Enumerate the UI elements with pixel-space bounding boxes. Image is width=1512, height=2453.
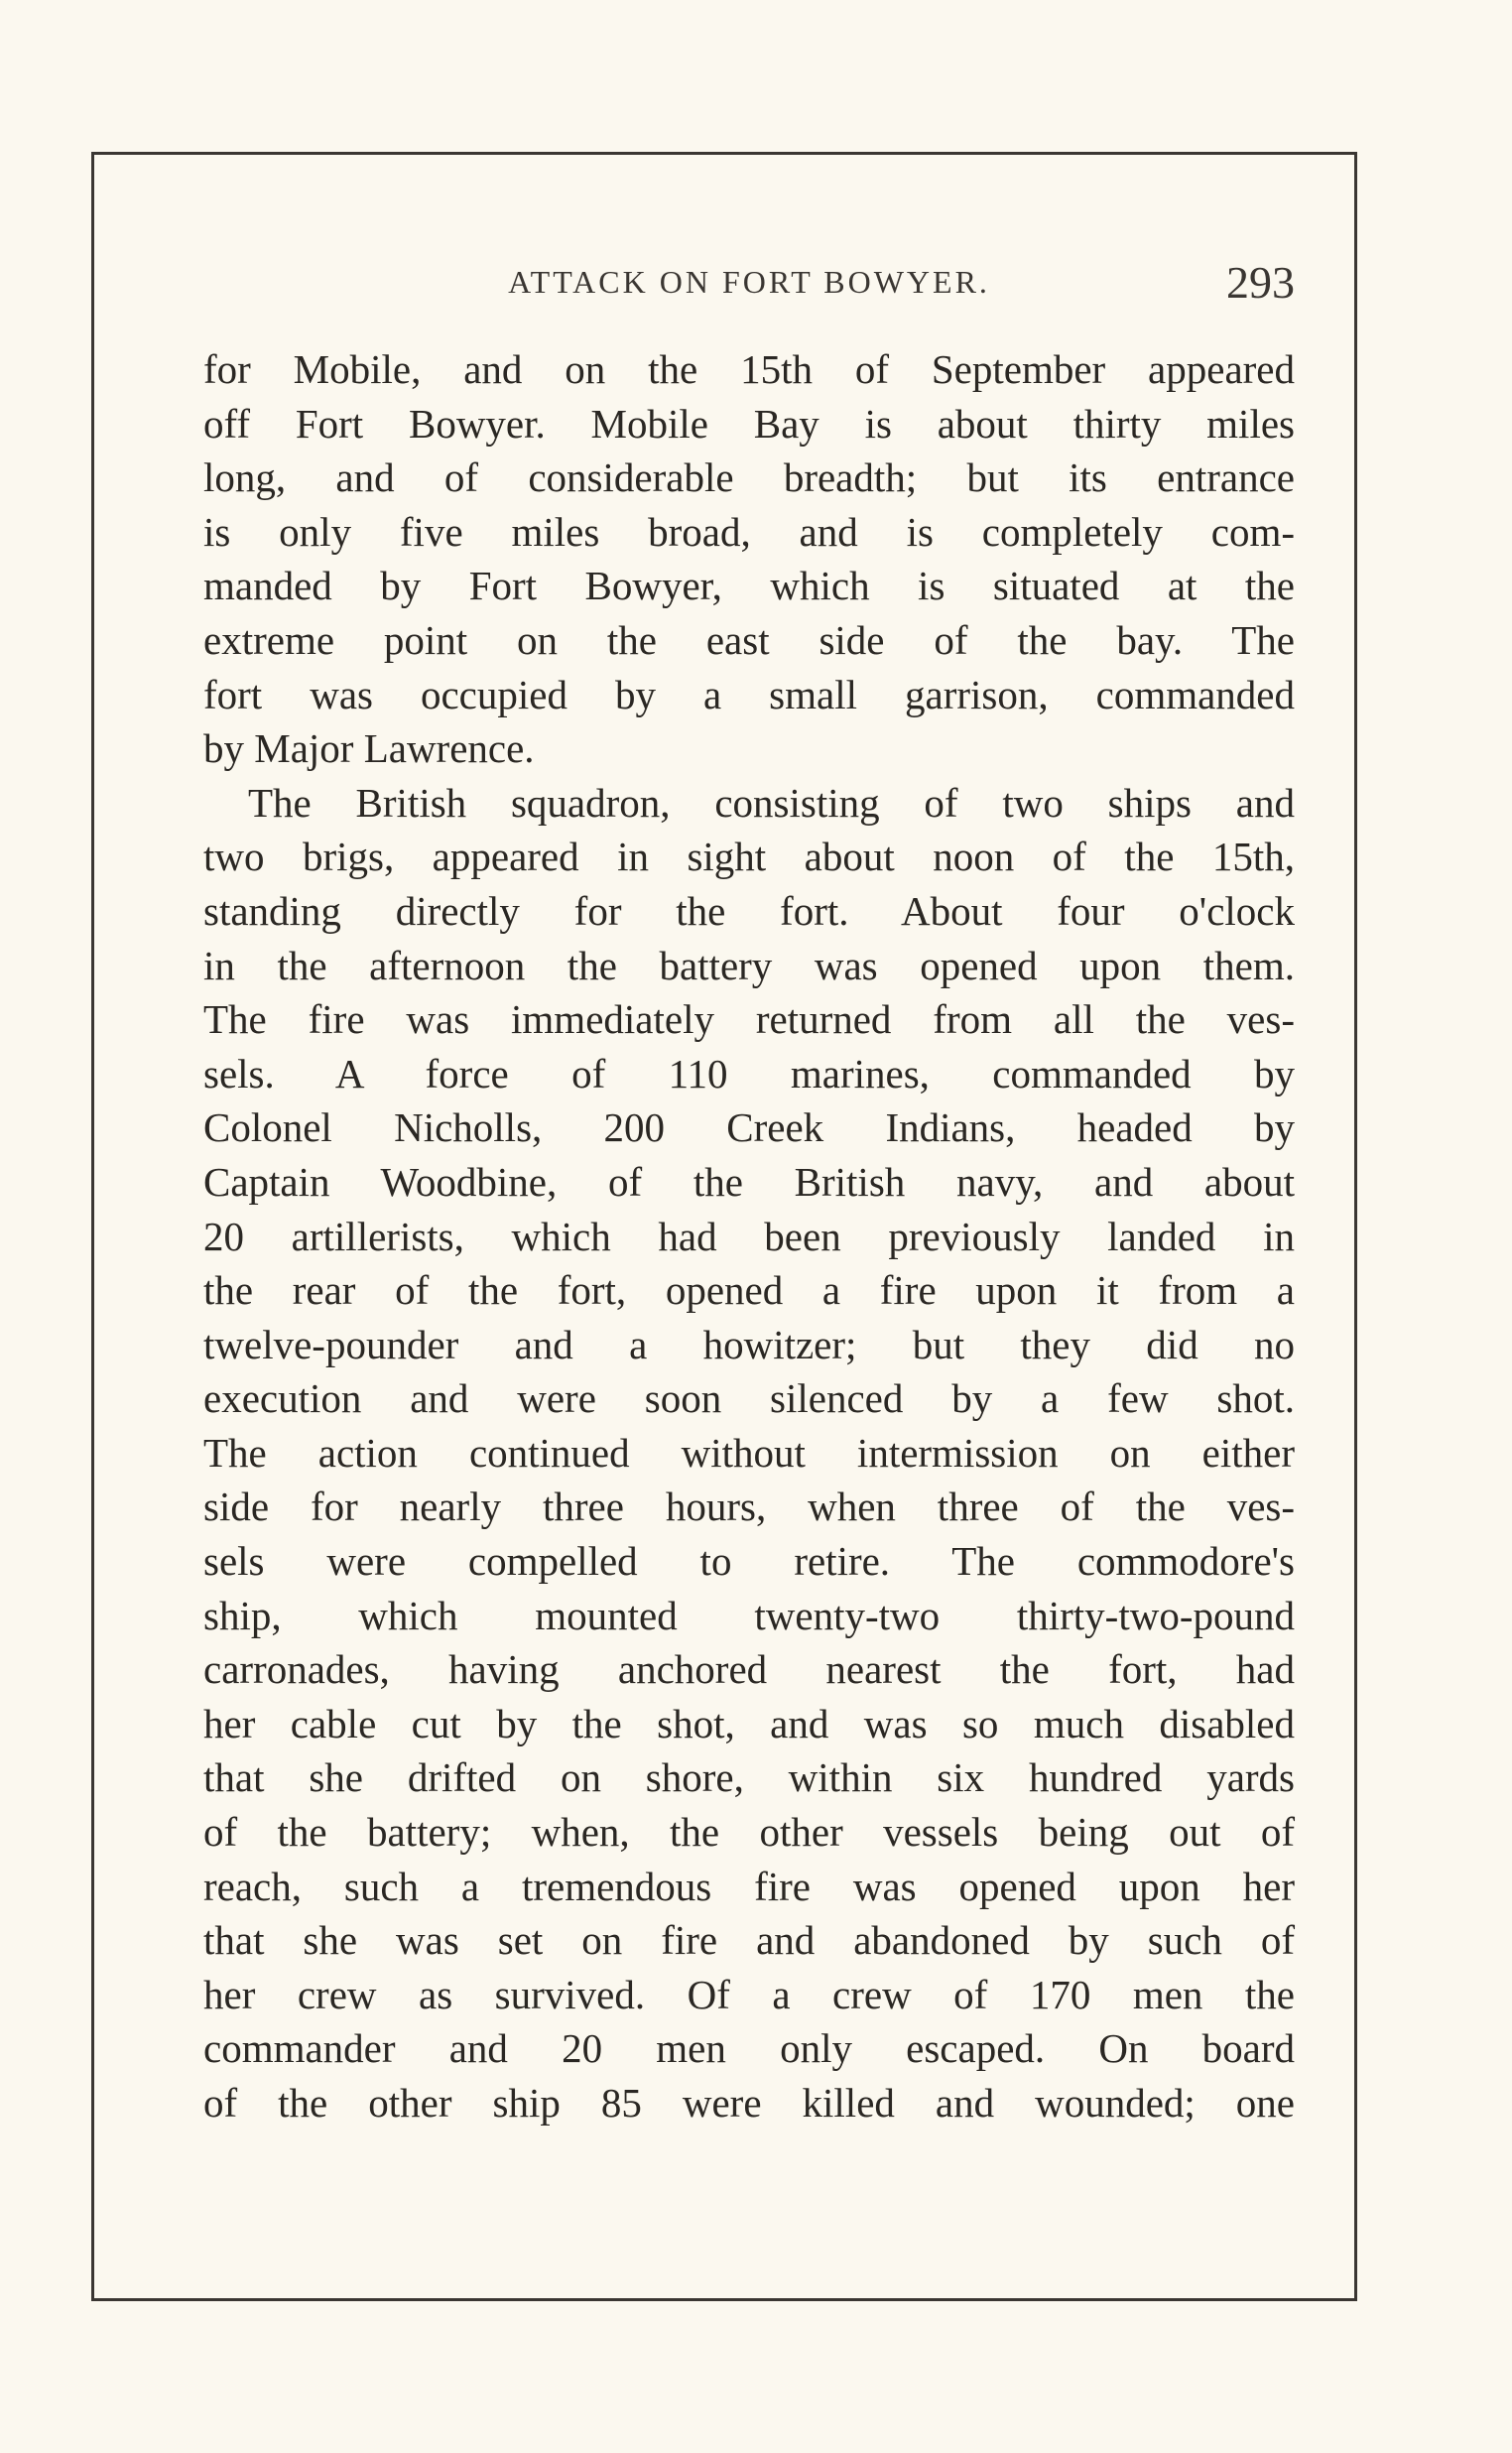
text-line: sels were compelled to retire. The commodore's (203, 1538, 1295, 1585)
text-line: Colonel Nicholls, 200 Creek Indians, headed by (203, 1104, 1295, 1151)
text-line: of the other ship 85 were killed and wounded; one (203, 2080, 1295, 2126)
body-text (203, 342, 1295, 2130)
text-line: is only five miles broad, and is completely com- (203, 508, 1295, 555)
text-line: long, and of considerable breadth; but its entrance (203, 454, 1295, 501)
text-line: for Mobile, and on the 15th of September appeared (203, 346, 1295, 392)
page-frame-left-rule (91, 152, 94, 2301)
text-line: The fire was immediately returned from all the ves- (203, 996, 1295, 1043)
text-line: twelve-pounder and a howitzer; but they did no (203, 1321, 1295, 1367)
text-line: sels. A force of 110 marines, commanded by (203, 1050, 1295, 1097)
text-line: of the battery; when, the other vessels being out of (203, 1809, 1295, 1856)
text-line: extreme point on the east side of the bay. The (203, 616, 1295, 663)
page-frame-right-rule (1354, 152, 1357, 2301)
text-line: carronades, having anchored nearest the fort, had (203, 1646, 1295, 1693)
text-line: two brigs, appeared in sight about noon of the 15th, (203, 834, 1295, 880)
text-line: reach, such a tremendous fire was opened upon her (203, 1863, 1295, 1909)
text-line: 20 artillerists, which had been previously landed in (203, 1213, 1295, 1259)
page-frame-bottom-rule (91, 2298, 1357, 2301)
text-line: commander and 20 men only escaped. On board (203, 2025, 1295, 2072)
text-line: her crew as survived. Of a crew of 170 men the (203, 1971, 1295, 2017)
text-line: side for nearly three hours, when three of the ves- (203, 1484, 1295, 1530)
text-line: manded by Fort Bowyer, which is situated at the (203, 563, 1295, 609)
text-line: off Fort Bowyer. Mobile Bay is about thirty miles (203, 400, 1295, 447)
text-line: the rear of the fort, opened a fire upon it from a (203, 1267, 1295, 1314)
text-line: in the afternoon the battery was opened upon them. (203, 942, 1295, 988)
text-line: execution and were soon silenced by a few shot. (203, 1375, 1295, 1422)
text-line: standing directly for the fort. About four o'clock (203, 887, 1295, 934)
text-line: fort was occupied by a small garrison, commanded (203, 671, 1295, 717)
text-line: ship, which mounted twenty-two thirty-two-pound (203, 1592, 1295, 1638)
text-line: The action continued without intermission on either (203, 1429, 1295, 1476)
text-line: The British squadron, consisting of two ships and (248, 779, 1295, 826)
page-header (203, 257, 1295, 316)
page-number: 293 (1226, 257, 1295, 308)
text-line: that she drifted on shore, within six hundred yards (203, 1754, 1295, 1801)
text-line: Captain Woodbine, of the British navy, and about (203, 1158, 1295, 1205)
page-frame-top-rule (91, 152, 1357, 155)
text-line: that she was set on fire and abandoned by such of (203, 1917, 1295, 1964)
text-line: by Major Lawrence. (203, 725, 535, 772)
text-line: her cable cut by the shot, and was so much disabled (203, 1700, 1295, 1746)
running-head: ATTACK ON FORT BOWYER. (508, 264, 990, 300)
